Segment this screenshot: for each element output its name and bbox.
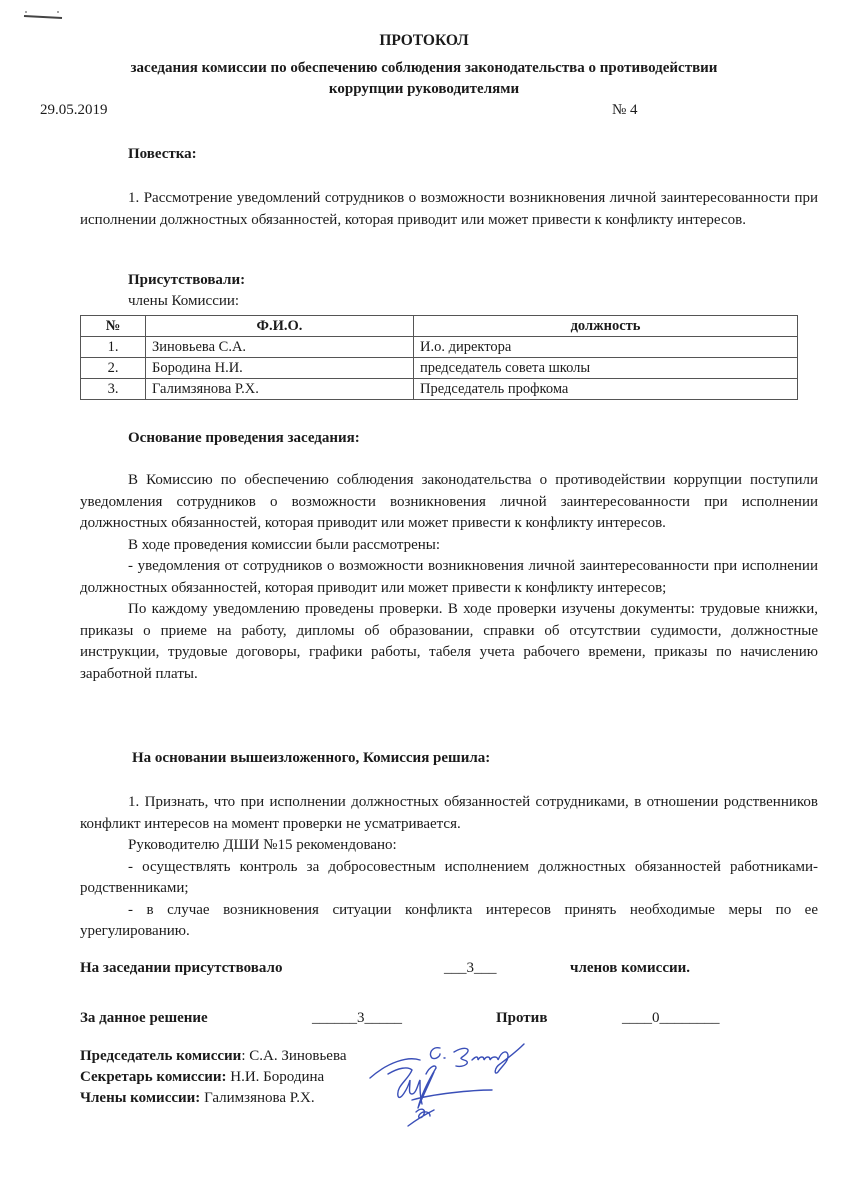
secretary-name: Н.И. Бородина	[226, 1069, 325, 1085]
staple-mark	[22, 10, 66, 20]
present-suffix: членов комиссии.	[570, 960, 691, 976]
row-position: Председатель профкома	[414, 379, 798, 400]
decision-paragraph: 1. Признать, что при исполнении должностных обязанностей сотрудниками, в отношении родственников конфликт интересов на момент проверки не усматривается.	[80, 794, 818, 832]
row-fio: Бородина Н.И.	[146, 358, 414, 379]
row-position: И.о. директора	[414, 337, 798, 358]
protocol-number: № 4	[612, 102, 638, 118]
agenda-item	[80, 188, 818, 231]
table-row	[81, 358, 798, 379]
document-title: ПРОТОКОЛ	[379, 32, 469, 49]
table-header-row	[81, 316, 798, 337]
handwritten-signatures	[368, 1040, 588, 1130]
attendance-subheading: члены Комиссии:	[128, 293, 240, 309]
protocol-date: 29.05.2019	[40, 102, 108, 118]
chair-signature-line	[80, 1048, 347, 1065]
basis-section	[80, 470, 818, 685]
row-fio: Галимзянова Р.Х.	[146, 379, 414, 400]
chair-name: : С.А. Зиновьева	[241, 1048, 347, 1064]
agenda-item-1: 1. Рассмотрение уведомлений сотрудников о возможности возникновения личной заинтересованности при исполнении должностных обязанностей, которая приводит или может привести к конфликту интересов.	[80, 190, 818, 228]
basis-paragraph: По каждому уведомлению проведены проверки. В ходе проверки изучены документы: трудовые книжки, приказы о приеме на работу, дипломы об образовании, справки об отсутствии судимости, должностные инструкции, трудовые договоры, графики работы, табеля учета рабочего времени, приказы по начислению заработной платы.	[80, 601, 818, 682]
attendance-heading: Присутствовали:	[128, 272, 246, 288]
members-table	[80, 315, 798, 400]
basis-paragraph: В ходе проведения комиссии были рассмотрены:	[128, 536, 441, 553]
signature-ink	[370, 1044, 524, 1126]
present-label: На заседании присутствовало	[80, 960, 283, 976]
basis-paragraph: В Комиссию по обеспечению соблюдения законодательства о противодействии коррупции поступили уведомления сотрудников о возможности возникновения личной заинтересованности при исполнении должностных обязанностей, которая приводит или может привести к конфликту интересов.	[80, 472, 818, 531]
members-name: Галимзянова Р.Х.	[200, 1090, 315, 1106]
document-subtitle-line2: коррупции руководителями	[328, 81, 520, 97]
decision-paragraph: Руководителю ДШИ №15 рекомендовано:	[128, 837, 397, 853]
for-label: За данное решение	[80, 1010, 208, 1026]
secretary-signature-line	[80, 1069, 324, 1086]
table-row	[81, 337, 798, 358]
row-number: 2.	[81, 358, 146, 379]
table-row	[81, 379, 798, 400]
column-header-fio: Ф.И.О.	[146, 316, 414, 337]
agenda-heading: Повестка:	[128, 146, 197, 162]
document-subtitle-line1: заседания комиссии по обеспечению соблюдения законодательства о противодействии	[130, 60, 718, 76]
column-header-position: должность	[414, 316, 798, 337]
decision-paragraph: - в случае возникновения ситуации конфликта интересов принять необходимые меры по ее урегулированию.	[80, 901, 818, 939]
present-value: ___3___	[444, 960, 497, 976]
members-label: Члены комиссии:	[80, 1090, 201, 1106]
decision-section	[80, 792, 818, 943]
basis-paragraph: - уведомления от сотрудников о возможности возникновения личной заинтересованности при исполнении должностных обязанностей, которая приводит или может привести к конфликту интересов;	[80, 558, 818, 596]
chair-label: Председатель комиссии	[80, 1048, 242, 1064]
against-label: Против	[496, 1010, 548, 1026]
column-header-number: №	[81, 316, 146, 337]
row-number: 3.	[81, 379, 146, 400]
members-signature-line	[80, 1090, 315, 1107]
decision-paragraph: - осуществлять контроль за добросовестным исполнением должностных обязанностей работниками-родственниками;	[80, 858, 818, 896]
for-value: ______3_____	[312, 1010, 402, 1026]
secretary-label: Секретарь комиссии:	[80, 1069, 227, 1085]
row-position: председатель совета школы	[414, 358, 798, 379]
signature-secretary	[370, 1059, 422, 1104]
against-value: ____0________	[622, 1010, 720, 1026]
basis-heading: Основание проведения заседания:	[128, 430, 360, 446]
signature-chair	[430, 1044, 524, 1073]
decision-heading: На основании вышеизложенного, Комиссия решила:	[132, 750, 491, 766]
row-fio: Зиновьева С.А.	[146, 337, 414, 358]
row-number: 1.	[81, 337, 146, 358]
